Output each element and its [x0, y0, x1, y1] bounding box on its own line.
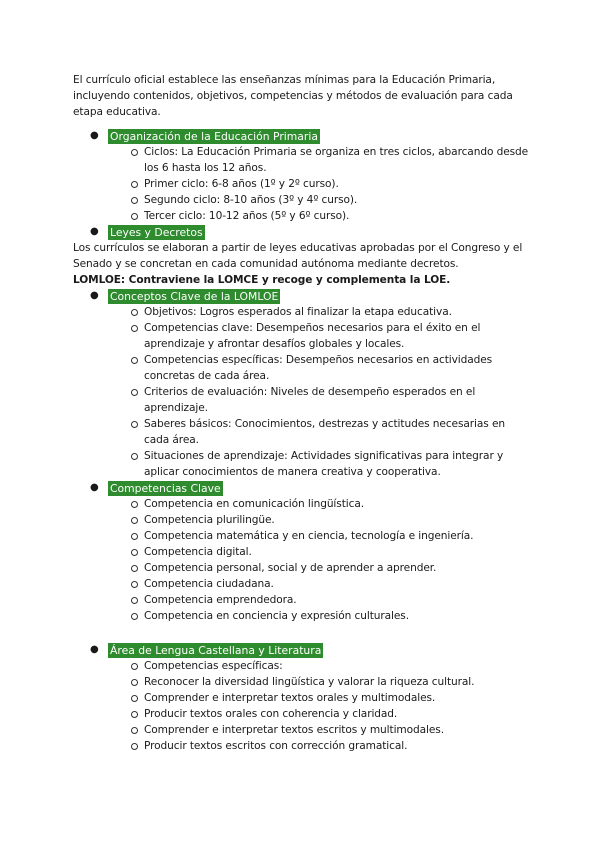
- organizacion-list: [73, 144, 533, 224]
- circle-bullet-icon: [131, 581, 138, 588]
- circle-bullet-icon: [131, 213, 138, 220]
- list-item: Competencia en comunicación lingüística.: [131, 496, 533, 512]
- list-item: Segundo ciclo: 8-10 años (3º y 4º curso).: [131, 192, 533, 208]
- section-heading-conceptos: [90, 288, 533, 304]
- circle-bullet-icon: [131, 727, 138, 734]
- circle-bullet-icon: [131, 663, 138, 670]
- list-item: Criterios de evaluación: Niveles de desempeño esperados en el aprendizaje.: [131, 384, 533, 416]
- section-title: Conceptos Clave de la LOMLOE: [110, 289, 279, 303]
- list-item: Ciclos: La Educación Primaria se organiza en tres ciclos, abarcando desde los 6 hasta los 12 años.: [131, 144, 533, 176]
- list-item: Producir textos orales con coherencia y claridad.: [131, 706, 533, 722]
- list-item: Tercer ciclo: 10-12 años (5º y 6º curso).: [131, 208, 533, 224]
- circle-bullet-icon: [131, 743, 138, 750]
- circle-bullet-icon: [131, 517, 138, 524]
- circle-bullet-icon: [131, 181, 138, 188]
- list-item: Primer ciclo: 6-8 años (1º y 2º curso).: [131, 176, 533, 192]
- circle-bullet-icon: [131, 533, 138, 540]
- bullet-icon: ●: [90, 130, 99, 141]
- section-heading-competencias: [90, 480, 533, 496]
- list-item: Competencias específicas: Desempeños necesarios en actividades concretas de cada área.: [131, 352, 533, 384]
- list-item: Competencia ciudadana.: [131, 576, 533, 592]
- circle-bullet-icon: [131, 357, 138, 364]
- section-heading-organizacion: [90, 128, 533, 144]
- circle-bullet-icon: [131, 421, 138, 428]
- circle-bullet-icon: [131, 695, 138, 702]
- circle-bullet-icon: [131, 149, 138, 156]
- competencias-list: [73, 496, 533, 624]
- section-title: Organización de la Educación Primaria: [110, 129, 318, 143]
- intro-paragraph: El currículo oficial establece las enseñanzas mínimas para la Educación Primaria, incluyendo contenidos, objetivos, competencias y métodos de evaluación para cada etapa educativa.: [73, 74, 513, 118]
- list-item: Competencia matemática y en ciencia, tecnología e ingeniería.: [131, 528, 533, 544]
- circle-bullet-icon: [131, 597, 138, 604]
- list-item: Competencia digital.: [131, 544, 533, 560]
- circle-bullet-icon: [131, 389, 138, 396]
- list-item: Competencia emprendedora.: [131, 592, 533, 608]
- circle-bullet-icon: [131, 325, 138, 332]
- leyes-paragraph: Los currículos se elaboran a partir de leyes educativas aprobadas por el Congreso y el Senado y se concretan en cada comunidad autónoma mediante decretos.: [73, 242, 523, 270]
- circle-bullet-icon: [131, 453, 138, 460]
- list-item: Producir textos escritos con corrección gramatical.: [131, 738, 533, 754]
- section-title: Área de Lengua Castellana y Literatura: [110, 643, 322, 657]
- document-page: [73, 72, 533, 754]
- bullet-icon: ●: [90, 290, 99, 301]
- list-item: Comprender e interpretar textos orales y multimodales.: [131, 690, 533, 706]
- bullet-icon: ●: [90, 482, 99, 493]
- section-heading-lengua: [90, 642, 533, 658]
- section-title: Leyes y Decretos: [110, 225, 203, 239]
- section-heading-leyes: [90, 224, 533, 240]
- list-item: Competencia plurilingüe.: [131, 512, 533, 528]
- lomloe-statement: LOMLOE: Contraviene la LOMCE y recoge y complementa la LOE.: [73, 274, 451, 286]
- section-title: Competencias Clave: [110, 481, 221, 495]
- circle-bullet-icon: [131, 565, 138, 572]
- list-item: Objetivos: Logros esperados al finalizar la etapa educativa.: [131, 304, 533, 320]
- circle-bullet-icon: [131, 549, 138, 556]
- list-item: Saberes básicos: Conocimientos, destrezas y actitudes necesarias en cada área.: [131, 416, 533, 448]
- list-item: Competencia personal, social y de aprender a aprender.: [131, 560, 533, 576]
- list-item: Reconocer la diversidad lingüística y valorar la riqueza cultural.: [131, 674, 533, 690]
- list-item: Competencias clave: Desempeños necesarios para el éxito en el aprendizaje y afrontar desafíos globales y locales.: [131, 320, 533, 352]
- bullet-icon: ●: [90, 644, 99, 655]
- circle-bullet-icon: [131, 679, 138, 686]
- circle-bullet-icon: [131, 501, 138, 508]
- lengua-list: [73, 658, 533, 754]
- list-item: Competencias específicas:: [131, 658, 533, 674]
- conceptos-list: [73, 304, 533, 480]
- list-item: Competencia en conciencia y expresión culturales.: [131, 608, 533, 624]
- list-item: Comprender e interpretar textos escritos y multimodales.: [131, 722, 533, 738]
- bullet-icon: ●: [90, 226, 99, 237]
- circle-bullet-icon: [131, 197, 138, 204]
- list-item: Situaciones de aprendizaje: Actividades significativas para integrar y aplicar conocimientos de manera creativa y cooperativa.: [131, 448, 533, 480]
- circle-bullet-icon: [131, 711, 138, 718]
- circle-bullet-icon: [131, 613, 138, 620]
- circle-bullet-icon: [131, 309, 138, 316]
